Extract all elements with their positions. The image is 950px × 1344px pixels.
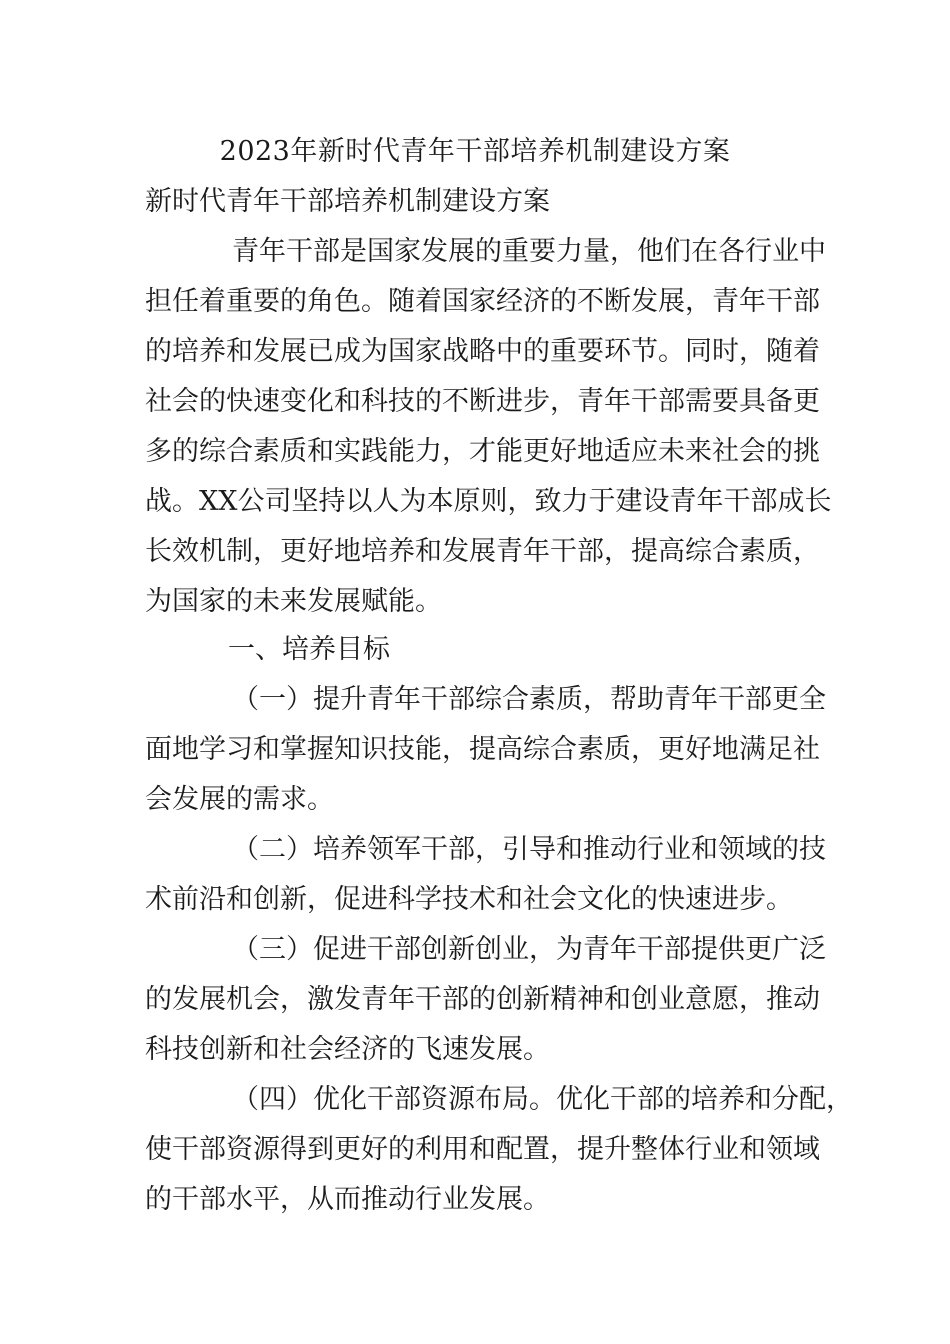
list-item-line: （四）优化干部资源布局。优化干部的培养和分配， [232,1084,853,1115]
paragraph-line: 战。XX公司坚持以人为本原则，致力于建设青年干部成长 [145,486,832,517]
paragraph-line: 的培养和发展已成为国家战略中的重要环节。同时，随着 [145,336,820,367]
paragraph-line: 多的综合素质和实践能力，才能更好地适应未来社会的挑 [145,436,820,467]
list-item-line: （一）提升青年干部综合素质，帮助青年干部更全 [232,684,826,715]
list-item-line: 面地学习和掌握知识技能，提高综合素质，更好地满足社 [145,734,820,765]
document-subtitle: 新时代青年干部培养机制建设方案 [145,186,550,217]
paragraph-line: 长效机制，更好地培养和发展青年干部，提高综合素质， [145,536,820,567]
list-item-line: 的发展机会，激发青年干部的创新精神和创业意愿，推动 [145,984,820,1015]
document-title: 2023年新时代青年干部培养机制建设方案 [219,136,731,167]
paragraph-line: 青年干部是国家发展的重要力量，他们在各行业中 [232,236,826,267]
section-heading: 一、培养目标 [228,634,390,665]
list-item-line: 会发展的需求。 [145,784,334,815]
paragraph-line: 为国家的未来发展赋能。 [145,586,442,617]
paragraph-line: 社会的快速变化和科技的不断进步，青年干部需要具备更 [145,386,820,417]
list-item-line: （三）促进干部创新创业，为青年干部提供更广泛 [232,934,826,965]
list-item-line: 使干部资源得到更好的利用和配置，提升整体行业和领域 [145,1134,820,1165]
list-item-line: 术前沿和创新，促进科学技术和社会文化的快速进步。 [145,884,793,915]
list-item-line: 科技创新和社会经济的飞速发展。 [145,1034,550,1065]
list-item-line: （二）培养领军干部，引导和推动行业和领域的技 [232,834,826,865]
list-item-line: 的干部水平，从而推动行业发展。 [145,1184,550,1215]
paragraph-line: 担任着重要的角色。随着国家经济的不断发展，青年干部 [145,286,820,317]
